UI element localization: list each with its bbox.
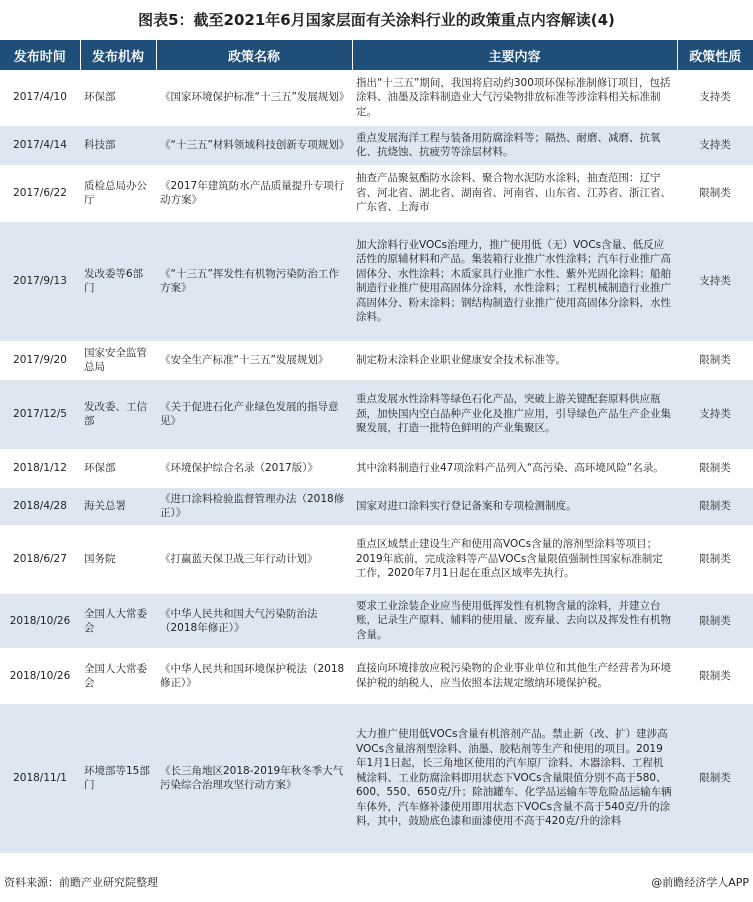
cell-org: 环保部 — [80, 70, 156, 125]
cell-type: 支持类 — [677, 379, 753, 449]
cell-content: 要求工业涂装企业应当使用低挥发性有机物含量的涂料，并建立台账，记录生产原料、辅料的使用量、废弃量、去向以及挥发性有机物含量。 — [352, 593, 677, 648]
header-policy-name: 政策名称 — [156, 40, 352, 70]
cell-type: 支持类 — [677, 70, 753, 125]
policy-table — [0, 40, 753, 854]
cell-policy-name: 《2017年建筑防水产品质量提升专项行动方案》 — [156, 165, 352, 221]
cell-date: 2017/12/5 — [0, 379, 80, 449]
cell-type: 支持类 — [677, 125, 753, 165]
cell-date: 2018/6/27 — [0, 525, 80, 593]
header-content: 主要内容 — [352, 40, 677, 70]
cell-policy-name: 《关于促进石化产业绿色发展的指导意见》 — [156, 379, 352, 449]
cell-type: 限制类 — [677, 487, 753, 525]
cell-policy-name: 《环境保护综合名录（2017版）》 — [156, 449, 352, 487]
table-row — [0, 341, 753, 379]
cell-content: 重点区域禁止建设生产和使用高VOCs含量的溶剂型涂料等项目；2019年底前，完成涂料等产品VOCs含量限值强制性国家标准制定工作，2020年7月1日起在重点区域率先执行。 — [352, 525, 677, 593]
cell-policy-name: 《长三角地区2018-2019年秋冬季大气污染综合治理攻坚行动方案》 — [156, 703, 352, 853]
table-row — [0, 125, 753, 165]
cell-org: 环境部等15部门 — [80, 703, 156, 853]
cell-type: 限制类 — [677, 648, 753, 703]
table-row — [0, 525, 753, 593]
cell-org: 环保部 — [80, 449, 156, 487]
cell-content: 加大涂料行业VOCs治理力，推广使用低（无）VOCs含量、低反应活性的原辅材料和产品。集装箱行业推广水性涂料；汽车行业推广高固体分、水性涂料；木质家具行业推广水性、紫外光固化涂料；船舶制造行业推广使用高固体分涂料，水性涂料；工程机械制造行业推广高固体分、粉末涂料；钢结构制造行业推广使用高固体分涂料，水性涂料。 — [352, 221, 677, 341]
cell-type: 限制类 — [677, 525, 753, 593]
table-row — [0, 593, 753, 648]
source-note: 资料来源：前瞻产业研究院整理 — [4, 876, 158, 889]
cell-org: 国家安全监管总局 — [80, 341, 156, 379]
cell-org: 发改委等6部门 — [80, 221, 156, 341]
cell-org: 全国人大常委会 — [80, 593, 156, 648]
cell-type: 限制类 — [677, 593, 753, 648]
table-row — [0, 379, 753, 449]
cell-org: 海关总署 — [80, 487, 156, 525]
cell-date: 2017/6/22 — [0, 165, 80, 221]
cell-type: 限制类 — [677, 341, 753, 379]
table-row — [0, 70, 753, 125]
brand-credit: @前瞻经济学人APP — [651, 876, 749, 889]
cell-date: 2018/1/12 — [0, 449, 80, 487]
table-row — [0, 703, 753, 853]
cell-type: 支持类 — [677, 221, 753, 341]
cell-policy-name: 《打赢蓝天保卫战三年行动计划》 — [156, 525, 352, 593]
table-header-row — [0, 40, 753, 70]
cell-date: 2018/10/26 — [0, 648, 80, 703]
cell-content: 指出“十三五”期间，我国将启动约300项环保标准制修订项目，包括涂料、油墨及涂料制造业大气污染物排放标准等涉涂料相关标准制定。 — [352, 70, 677, 125]
header-type: 政策性质 — [677, 40, 753, 70]
cell-date: 2018/10/26 — [0, 593, 80, 648]
cell-type: 限制类 — [677, 703, 753, 853]
cell-policy-name: 《“十三五”挥发性有机物污染防治工作方案》 — [156, 221, 352, 341]
cell-date: 2017/9/20 — [0, 341, 80, 379]
cell-content: 其中涂料制造行业47项涂料产品列入“高污染、高环境风险”名录。 — [352, 449, 677, 487]
cell-content: 大力推广使用低VOCs含量有机溶剂产品。禁止新（改、扩）建涉高VOCs含量溶剂型涂料、油墨、胶粘剂等生产和使用的项目。2019年1月1日起，长三角地区使用的汽车原厂涂料、木器涂料、工程机械涂料、工业防腐涂料即用状态下VOCs含量限值分别不高于580、600、550、650克/升；除油罐车、化学品运输车等危险品运输车辆车体外，汽车修补漆使用即用状态下VOCs含量不高于540克/升的涂料，其中，鼓励底色漆和面漆使用不高于420克/升的涂料 — [352, 703, 677, 853]
table-row — [0, 221, 753, 341]
cell-content: 国家对进口涂料实行登记备案和专项检测制度。 — [352, 487, 677, 525]
cell-content: 重点发展水性涂料等绿色石化产品，突破上游关键配套原料供应瓶颈，加快国内空白品种产业化及推广应用，引导绿色产品生产企业集聚发展，打造一批特色鲜明的产业集聚区。 — [352, 379, 677, 449]
cell-org: 全国人大常委会 — [80, 648, 156, 703]
cell-policy-name: 《进口涂料检验监督管理办法（2018修正）》 — [156, 487, 352, 525]
cell-type: 限制类 — [677, 165, 753, 221]
footer — [0, 874, 753, 894]
cell-content: 制定粉末涂料企业职业健康安全技术标准等。 — [352, 341, 677, 379]
cell-date: 2017/4/10 — [0, 70, 80, 125]
cell-policy-name: 《中华人民共和国环境保护税法（2018修正）》 — [156, 648, 352, 703]
cell-policy-name: 《中华人民共和国大气污染防治法（2018年修正）》 — [156, 593, 352, 648]
cell-date: 2018/11/1 — [0, 703, 80, 853]
cell-org: 质检总局办公厅 — [80, 165, 156, 221]
table-row — [0, 487, 753, 525]
page-title: 图表5：截至2021年6月国家层面有关涂料行业的政策重点内容解读(4) — [138, 11, 615, 29]
table-row — [0, 648, 753, 703]
cell-content: 重点发展海洋工程与装备用防腐涂料等；隔热、耐磨、减磨、抗氧化、抗烧蚀、抗疲劳等涂层材料。 — [352, 125, 677, 165]
cell-policy-name: 《安全生产标准“十三五”发展规划》 — [156, 341, 352, 379]
table-row — [0, 165, 753, 221]
cell-type: 限制类 — [677, 449, 753, 487]
cell-date: 2017/4/14 — [0, 125, 80, 165]
cell-content: 抽查产品聚氨酯防水涂料、聚合物水泥防水涂料，抽查范围：辽宁省、河北省、湖北省、湖南省、河南省、山东省、江苏省、浙江省、广东省、上海市 — [352, 165, 677, 221]
cell-policy-name: 《国家环境保护标准“十三五”发展规划》 — [156, 70, 352, 125]
header-date: 发布时间 — [0, 40, 80, 70]
cell-org: 国务院 — [80, 525, 156, 593]
cell-content: 直接向环境排放应税污染物的企业事业单位和其他生产经营者为环境保护税的纳税人，应当依照本法规定缴纳环境保护税。 — [352, 648, 677, 703]
cell-org: 发改委、工信部 — [80, 379, 156, 449]
cell-date: 2018/4/28 — [0, 487, 80, 525]
cell-org: 科技部 — [80, 125, 156, 165]
cell-policy-name: 《“十三五”材料领域科技创新专项规划》 — [156, 125, 352, 165]
header-org: 发布机构 — [80, 40, 156, 70]
table-row — [0, 449, 753, 487]
cell-date: 2017/9/13 — [0, 221, 80, 341]
